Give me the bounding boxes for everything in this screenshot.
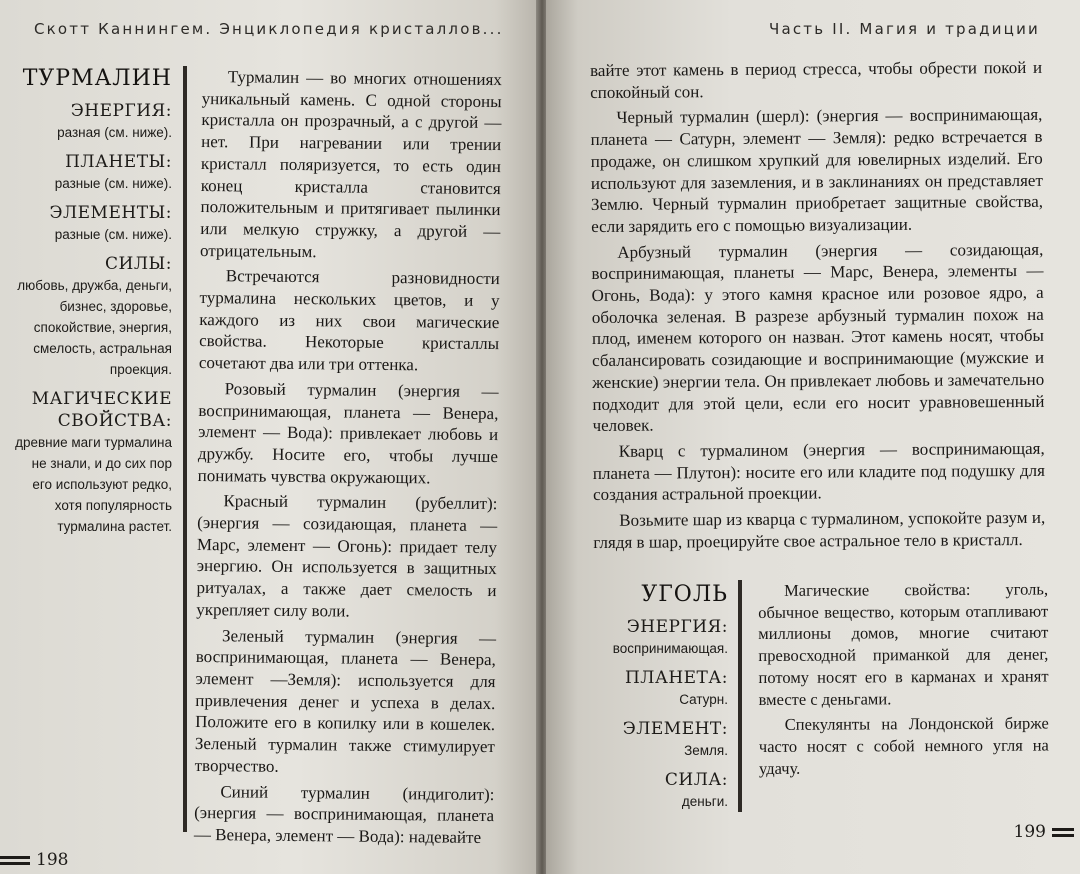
powers-heading: СИЛЫ: [105,254,172,274]
folio-bars [0,856,30,865]
sidebar-divider [738,580,742,812]
tourmaline-sidebar [12,66,172,545]
coal-sidebar [600,582,728,820]
paragraph: Встречаются разновидности турмалина нескольких цветов, и у каждого из них свои магические свойства. Некоторые кристаллы сочетают два или три оттенка. [198,266,500,375]
element-value: Земля. [684,743,728,758]
paragraph: Кварц с турмалином (энергия — воспринимающая, планета — Плутон): носите его или кладите под подушку для создания астральной проекции. [592,438,1045,505]
running-head-right: Часть II. Магия и традиции [768,20,1040,38]
running-head-left: Скотт Каннингем. Энциклопедия кристаллов... [34,20,504,38]
paragraph: Красный турмалин (рубеллит): (энергия — созидающая, планета — Марс, элемент — Огонь): придает телу энергию. Он используется в защитных ритуалах, а также дает смелость и укрепляет силу воли. [196,491,498,621]
power-value: деньги. [681,794,728,809]
paragraph: Арбузный турмалин (энергия — созидающая, воспринимающая, планеты — Марс, Венера, элементы — Огонь, Вода): у этого камня красное или розовое ядро, а оболочка зеленая. В разрезе арбузный турмалин похож на плод, именем которого он назван. Этот камень носят, чтобы сбалансировать созидающие и воспринимающие (мужские и женские) энергии тела. Он привлекает любовь и замечательно подходит для этой цели, если его носит уравновешенный человек. [591,239,1045,436]
paragraph: Возьмите шар из кварца с турмалином, успокойте разум и, глядя в шар, проецируйте свое астральное тело в кристалл. [593,507,1046,552]
element-heading: ЭЛЕМЕНТ: [622,719,728,739]
paragraph: Черный турмалин (шерл): (энергия — воспринимающая, планета — Сатурн, элемент — Земля): редко встречается в продаже, он слишком хрупкий для ювелирных изделий. Его используют для заземления, и в заклинаниях он представляет Землю. Черный турмалин приобретает защитные свойства, если зарядить его с помощью визуализации. [590,105,1044,236]
tourmaline-body [194,66,502,853]
power-heading: СИЛА: [664,770,728,790]
paragraph: Магические свойства: уголь, обычное вещество, которым отапливают миллионы домов, многие считают превосходной приманкой для денег, потому носят его в карманах и хранят вместе с деньгами. [758,579,1049,709]
planets-heading: ПЛАНЕТЫ: [65,152,172,172]
powers-value: любовь, дружба, деньги, бизнес, здоровье, спокойствие, энергия, смелость, астральная проекция. [17,278,172,377]
entry-title: УГОЛЬ [641,582,728,607]
coal-body [758,578,1049,783]
energy-value: разная (см. ниже). [57,125,172,140]
entry-title: ТУРМАЛИН [22,66,172,91]
left-page [0,0,538,874]
magic-heading: МАГИЧЕСКИЕ СВОЙСТВА: [31,389,172,431]
folio-bars [1052,828,1074,837]
page-number-left [0,850,68,870]
energy-heading: ЭНЕРГИЯ: [70,101,172,121]
sidebar-divider [183,66,187,832]
energy-value: воспринимающая. [612,641,728,656]
page-number: 198 [36,850,69,870]
paragraph: Зеленый турмалин (энергия — воспринимающая, планета — Венера, элемент —Земля): используется для привлечения денег и успеха в делах. Положите его в копилку или в кошелек. Зеленый турмалин также стимулирует творчество. [194,625,497,776]
tourmaline-continuation [590,57,1045,558]
elements-value: разные (см. ниже). [54,227,172,242]
paragraph: Спекулянты на Лондонской бирже часто носят с собой немного угля на удачу. [758,713,1049,778]
magic-value: древние маги турмалина не знали, и до сих пор его используют редко, хотя популярность турмалина растет. [15,435,172,534]
elements-heading: ЭЛЕМЕНТЫ: [49,203,172,223]
page-number-right [1014,822,1074,842]
paragraph: Турмалин — во многих отношениях уникальный камень. С одной стороны кристалла он прозрачный, а с другой — нет. При нагревании или трении кристалл поляризуется, то есть один конец кристалла становится положительным и притягивает пылинки или мелкую стружку, а другой — отрицательным. [199,67,502,261]
planet-heading: ПЛАНЕТА: [624,668,728,688]
paragraph: вайте этот камень в период стресса, чтобы обрести покой и спокойный сон. [590,57,1043,102]
energy-heading: ЭНЕРГИЯ: [626,617,728,637]
planet-value: Сатурн. [679,692,728,707]
paragraph: Розовый турмалин (энергия — воспринимающая, планета — Венера, элемент — Вода): привлекает любовь и дружбу. Носите его, чтобы лучше понимать чувства окружающих. [197,379,499,488]
paragraph: Синий турмалин (индиголит): (энергия — воспринимающая, планета — Венера, элемент — Вода): надевайте [193,781,495,847]
planets-value: разные (см. ниже). [54,176,172,191]
page-number: 199 [1013,822,1046,842]
